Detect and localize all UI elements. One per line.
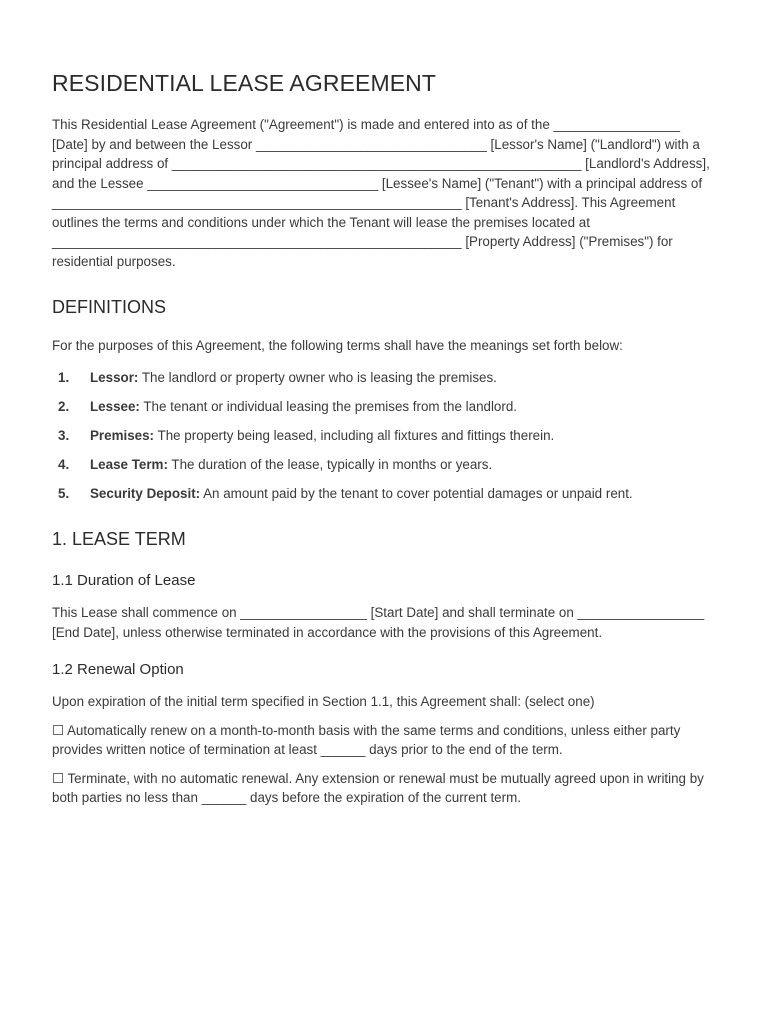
definition-item bbox=[52, 426, 718, 446]
intro-paragraph: This Residential Lease Agreement ("Agreement") is made and entered into as of the _________________ [Date] by and between the Lessor _______________________________ [Lessor's Name] ("Landlord") with a principal address of _______________________________________________________ [Landlord's Address], and the Lessee _______________________________ [Lessee's Name] ("Tenant") with a principal address of _______________________________________________________ [Tenant's Address]. This Agreement outlines the terms and conditions under which the Tenant will lease the premises located at _______________________________________________________ [Property Address] ("Premises") for residential purposes. bbox=[52, 117, 710, 269]
renewal-intro: Upon expiration of the initial term specified in Section 1.1, this Agreement shall: (select one) bbox=[52, 694, 595, 709]
definition-term: Lessor: bbox=[90, 369, 139, 385]
definition-text: The tenant or individual leasing the premises from the landlord. bbox=[139, 398, 518, 414]
definition-item bbox=[52, 484, 718, 504]
lease-term-heading: 1. LEASE TERM bbox=[52, 529, 186, 549]
definition-text: An amount paid by the tenant to cover potential damages or unpaid rent. bbox=[200, 485, 633, 501]
duration-paragraph: This Lease shall commence on _________________ [Start Date] and shall terminate on _________________ [End Date], unless otherwise terminated in accordance with the provisions of this Agreement. bbox=[52, 605, 705, 640]
item-number: 3. bbox=[58, 427, 70, 443]
definition-item bbox=[52, 455, 718, 475]
item-number: 4. bbox=[58, 456, 70, 472]
item-number: 1. bbox=[58, 369, 70, 385]
definition-term: Lessee: bbox=[90, 398, 140, 414]
definition-text: The duration of the lease, typically in months or years. bbox=[167, 456, 493, 472]
definition-term: Premises: bbox=[90, 427, 155, 443]
renewal-option-terminate-checkbox[interactable]: ☐ Terminate, with no automatic renewal. Any extension or renewal must be mutually agreed upon in writing by both parties no less than ______ days before the expiration of the current term. bbox=[52, 770, 704, 805]
item-number: 5. bbox=[58, 485, 70, 501]
definition-text: The landlord or property owner who is leasing the premises. bbox=[138, 369, 497, 385]
definitions-list bbox=[52, 368, 718, 504]
renewal-heading: 1.2 Renewal Option bbox=[52, 661, 184, 678]
renewal-option-auto-checkbox[interactable]: ☐ Automatically renew on a month-to-month basis with the same terms and conditions, unless either party provides written notice of termination at least ______ days prior to the end of the term. bbox=[52, 722, 681, 757]
definitions-intro: For the purposes of this Agreement, the following terms shall have the meanings set forth below: bbox=[52, 338, 623, 353]
item-number: 2. bbox=[58, 398, 70, 414]
document-title: RESIDENTIAL LEASE AGREEMENT bbox=[52, 70, 437, 96]
definition-term: Lease Term: bbox=[90, 456, 168, 472]
definition-item bbox=[52, 368, 718, 388]
definition-item bbox=[52, 397, 718, 417]
duration-heading: 1.1 Duration of Lease bbox=[52, 572, 196, 589]
definition-term: Security Deposit: bbox=[90, 485, 201, 501]
definition-text: The property being leased, including all fixtures and fittings therein. bbox=[154, 427, 555, 443]
definitions-heading: DEFINITIONS bbox=[52, 297, 167, 317]
